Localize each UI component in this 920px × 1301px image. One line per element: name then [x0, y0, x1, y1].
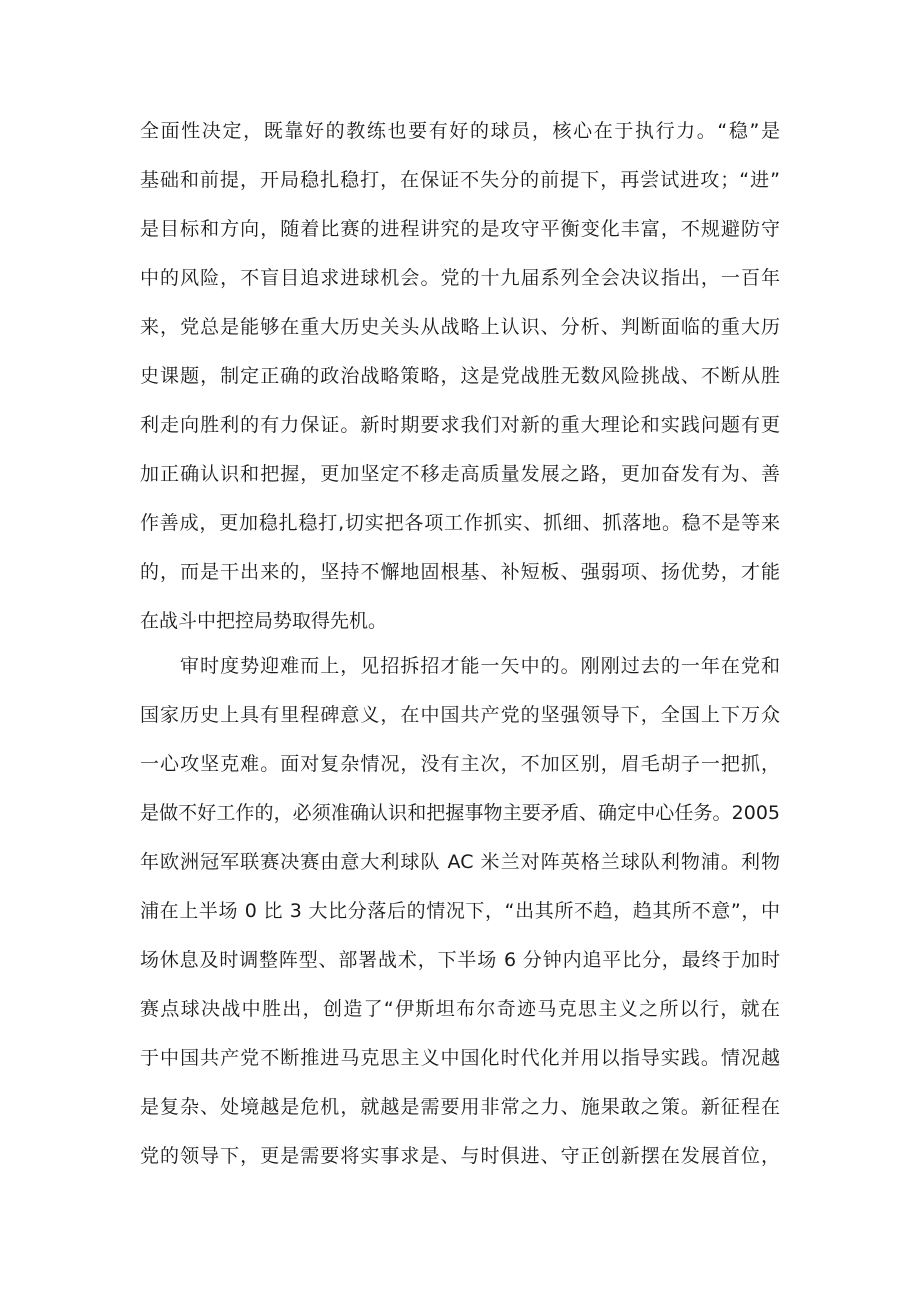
- paragraph-1-line: 作善成，更加稳扎稳打,切实把各项工作抓实、抓细、抓落地。稳不是等来: [140, 512, 780, 534]
- paragraph-1: [140, 107, 780, 646]
- paragraph-1-line: 是目标和方向，随着比赛的进程讲究的是攻守平衡变化丰富，不规避防守: [140, 218, 780, 240]
- paragraph-2-line: 于中国共产党不断推进马克思主义中国化时代化并用以指导实践。情况越: [140, 1047, 780, 1069]
- paragraph-2-line: 是复杂、处境越是危机，就越是需要用非常之力、施果敢之策。新征程在: [140, 1096, 780, 1118]
- paragraph-2-line: 一心攻坚克难。面对复杂情况，没有主次，不加区别，眉毛胡子一把抓，: [140, 753, 780, 775]
- paragraph-2-line: 赛点球决战中胜出，创造了“伊斯坦布尔奇迹马克思主义之所以行，就在: [140, 998, 780, 1020]
- paragraph-1-line: 中的风险，不盲目追求进球机会。党的十九届系列全会决议指出，一百年: [140, 267, 780, 289]
- paragraph-2-line: 审时度势迎难而上，见招拆招才能一矢中的。刚刚过去的一年在党和: [180, 655, 780, 677]
- paragraph-2-line: 浦在上半场 0 比 3 大比分落后的情况下，“出其所不趋，趋其所不意”，中: [140, 900, 780, 922]
- paragraph-2-line: 场休息及时调整阵型、部署战术，下半场 6 分钟内追平比分，最终于加时: [140, 949, 780, 971]
- paragraph-1-line: 基础和前提，开局稳扎稳打，在保证不失分的前提下，再尝试进攻；“进”: [140, 169, 780, 191]
- paragraph-2-line: 年欧洲冠军联赛决赛由意大利球队 AC 米兰对阵英格兰球队利物浦。利物: [140, 851, 780, 873]
- paragraph-1-line: 史课题，制定正确的政治战略策略，这是党战胜无数风险挑战、不断从胜: [140, 365, 780, 387]
- paragraph-1-line: 的，而是干出来的，坚持不懈地固根基、补短板、强弱项、扬优势，才能: [140, 561, 780, 583]
- paragraph-1-line: 来，党总是能够在重大历史关头从战略上认识、分析、判断面临的重大历: [140, 316, 780, 338]
- paragraph-1-line: 全面性决定，既靠好的教练也要有好的球员，核心在于执行力。“稳”是: [140, 120, 780, 142]
- paragraph-1-line: 利走向胜利的有力保证。新时期要求我们对新的重大理论和实践问题有更: [140, 414, 780, 436]
- paragraph-2-line: 党的领导下，更是需要将实事求是、与时俱进、守正创新摆在发展首位，: [140, 1145, 780, 1167]
- paragraph-1-line: 在战斗中把控局势取得先机。: [140, 610, 388, 632]
- paragraph-2-line: 国家历史上具有里程碑意义，在中国共产党的坚强领导下，全国上下万众: [140, 704, 780, 726]
- paragraph-2: [140, 642, 780, 1181]
- paragraph-1-line: 加正确认识和把握，更加坚定不移走高质量发展之路，更加奋发有为、善: [140, 463, 780, 485]
- paragraph-2-line: 是做不好工作的，必须准确认识和把握事物主要矛盾、确定中心任务。2005: [140, 802, 780, 824]
